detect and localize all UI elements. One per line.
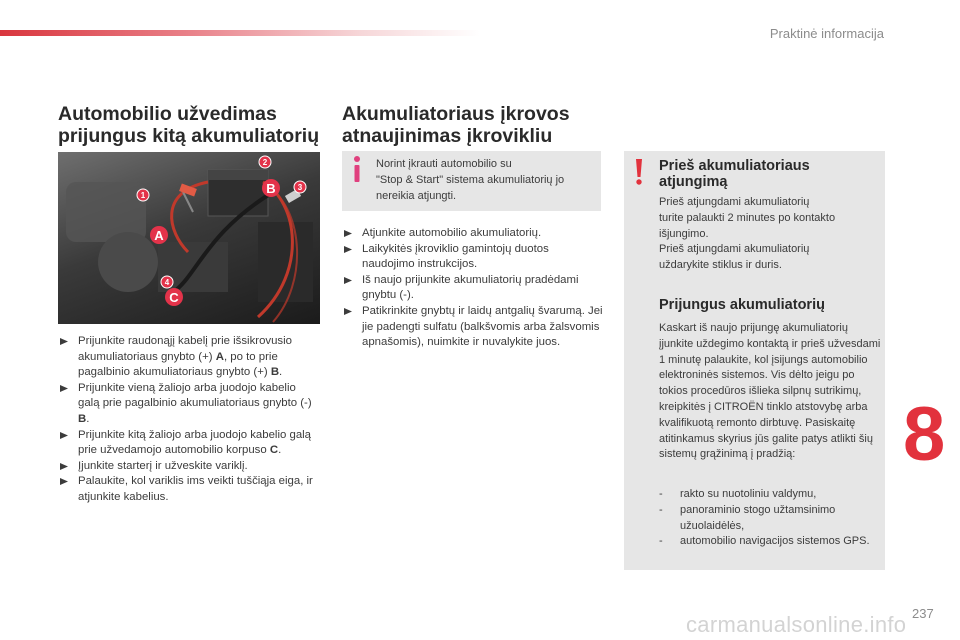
label-a: A: [154, 228, 164, 243]
list-item: Prijunkite vieną žaliojo arba juodojo kabelio galą prie pagalbinio akumuliatoriaus gnybto (-) B.: [58, 381, 320, 428]
arrow-bullet-icon: [344, 230, 352, 237]
left-heading: [58, 103, 328, 147]
left-heading-line1: Automobilio užvedimas: [58, 103, 277, 125]
middle-heading-line1: Akumuliatoriaus įkrovos: [342, 103, 570, 125]
list-item: - panoraminio stogo užtamsinimo užuolaidėlės,: [659, 503, 836, 532]
arrow-bullet-icon: [344, 246, 352, 253]
list-item: Iš naujo prijunkite akumuliatorių pradėdami gnybtu (-).: [342, 273, 604, 304]
middle-heading: [342, 103, 612, 147]
warning-paragraph-2: Kaskart iš naujo prijungę akumuliatorių įjunkite uždegimo kontaktą ir prieš užvesdami 1 minutę palaukite, kol įsijungs automobilio elektroninės sistemos. Vis dėlto jeigu po tokios procedūros išlieka silpnų sutrikimų, kreipkitės į CITROËN tinklo atstovybę arba kvalifikuotą remonto dirbtuvę. Pasiskaitę atitinkamus skyrius jūs galite patys atlikti šių sistemų grąžinimą į pradžią:: [659, 322, 881, 461]
page-number: 237: [912, 606, 934, 621]
arrow-bullet-icon: [60, 385, 68, 392]
warning-paragraph: Prieš atjungdami akumuliatorių turite palaukti 2 minutes po kontakto išjungimo. Prieš atjungdami akumuliatorių uždarykite stiklus ir duris.: [659, 196, 836, 272]
list-item: - automobilio navigacijos sistemos GPS.: [659, 535, 870, 548]
watermark: carmanualsonline.info: [686, 612, 907, 637]
left-heading-line2: prijungus kitą akumuliatorių: [58, 125, 320, 147]
warning-panel: [624, 151, 885, 570]
list-item: Prijunkite kitą žaliojo arba juodojo kabelio galą prie užvedamojo automobilio korpuso C.: [58, 428, 320, 459]
label-4: 4: [164, 278, 170, 287]
list-item: - rakto su nuotoliniu valdymu,: [659, 488, 817, 500]
info-text: Norint įkrauti automobilio su "Stop & Start" sistema akumuliatorių jo nereikia atjungti.: [376, 158, 565, 202]
warning-title: Prieš akumuliatoriaus atjungimą: [659, 158, 810, 190]
arrow-bullet-icon: [60, 478, 68, 485]
arrow-bullet-icon: [344, 277, 352, 284]
arrow-bullet-icon: [60, 432, 68, 439]
list-item: Atjunkite automobilio akumuliatorių.: [342, 226, 604, 242]
info-note: [342, 151, 601, 211]
arrow-bullet-icon: [60, 463, 68, 470]
arrow-bullet-icon: [344, 308, 352, 315]
engine-bay-photo: [58, 152, 320, 324]
list-item: Prijunkite raudonąjį kabelį prie išsikrovusio akumuliatoriaus gnybto (+) A, po to prie pagalbinio akumuliatoriaus gnybto (+) B.: [58, 334, 320, 381]
middle-heading-line2: atnaujinimas įkrovikliu: [342, 125, 553, 147]
label-b: B: [266, 181, 276, 196]
list-item: Palaukite, kol variklis ims veikti tuščiąja eiga, ir atjunkite kabelius.: [58, 474, 320, 505]
section-title: Praktinė informacija: [769, 26, 884, 41]
middle-steps-list: [342, 226, 604, 351]
header-accent-bar: [0, 30, 480, 36]
list-item: Įjunkite starterį ir užveskite variklį.: [58, 459, 320, 475]
arrow-bullet-icon: [60, 338, 68, 345]
exclamation-icon: [634, 159, 644, 185]
list-item: Laikykitės įkroviklio gamintojų duotos naudojimo instrukcijos.: [342, 242, 604, 273]
left-steps-list: [58, 334, 320, 506]
warning-subtitle: Prijungus akumuliatorių: [659, 297, 825, 313]
label-3: 3: [297, 183, 303, 192]
list-item: Patikrinkite gnybtų ir laidų antgalių švarumą. Jei jie padengti sulfatu (balkšvomis arba žalsvomis apnašomis), nuimkite ir nuvalykite juos.: [342, 304, 604, 351]
info-icon: [350, 154, 364, 184]
label-c: C: [169, 290, 179, 305]
chapter-number: 8: [903, 392, 946, 477]
label-1: 1: [140, 191, 146, 200]
reset-systems-list: [659, 487, 881, 550]
label-2: 2: [262, 158, 268, 167]
